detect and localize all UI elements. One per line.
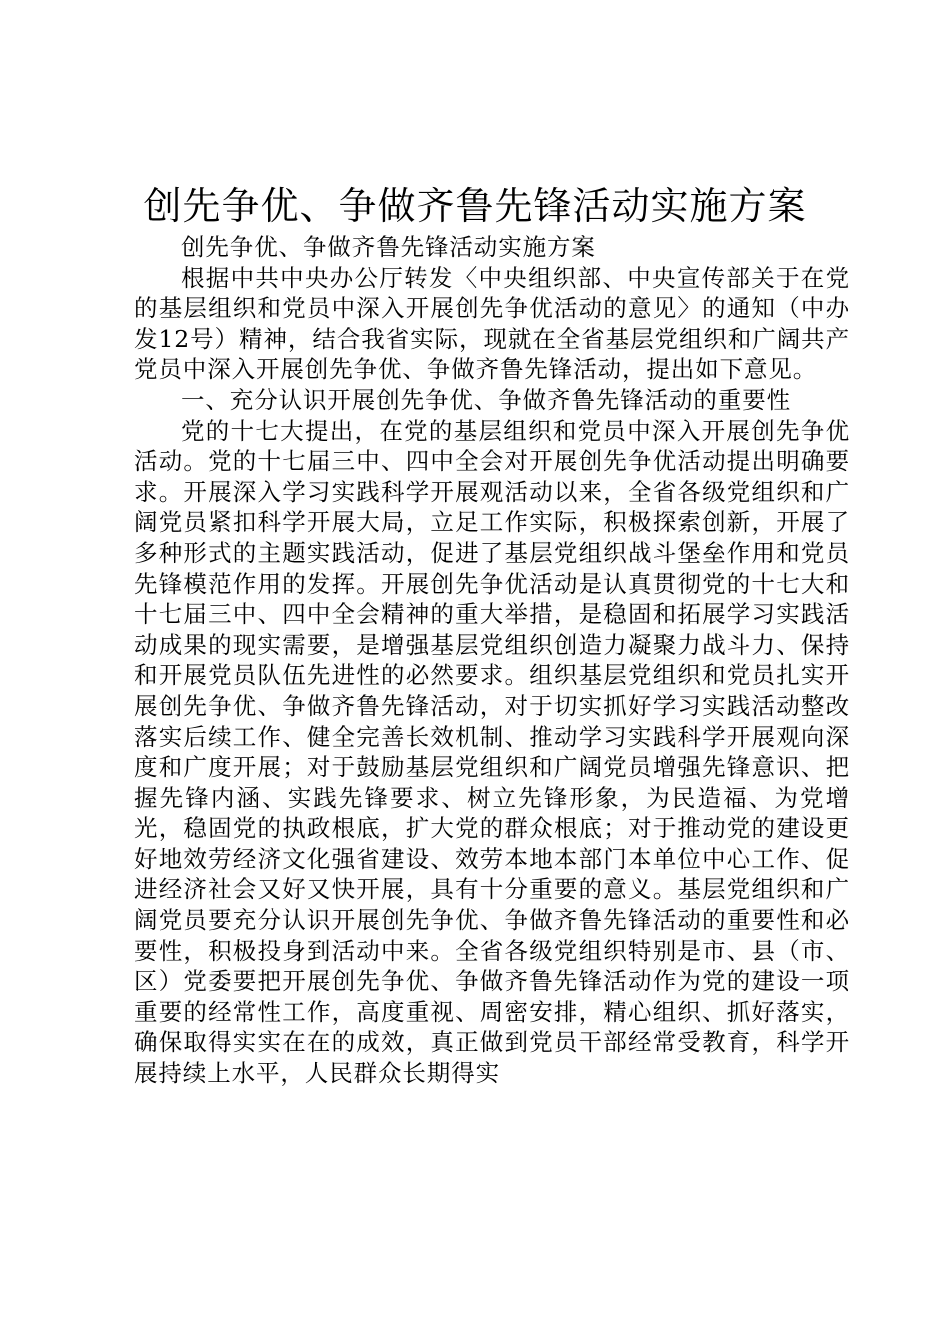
document-body <box>134 232 850 1089</box>
intro-paragraph: 根据中共中央办公厅转发〈中央组织部、中央宣传部关于在党的基层组织和党员中深入开展创先争优活动的意见〉的通知（中办发12号）精神，结合我省实际，现就在全省基层党组织和广阔共产党员中深入开展创先争优、争做齐鲁先锋活动，提出如下意见。 <box>134 263 850 384</box>
section-one-body-paragraph: 党的十七大提出，在党的基层组织和党员中深入开展创先争优活动。党的十七届三中、四中全会对开展创先争优活动提出明确要求。开展深入学习实践科学开展观活动以来，全省各级党组织和广阔党员紧扣科学开展大局，立足工作实际，积极探索创新，开展了多种形式的主题实践活动，促进了基层党组织战斗堡垒作用和党员先锋模范作用的发挥。开展创先争优活动是认真贯彻党的十七大和十七届三中、四中全会精神的重大举措，是稳固和拓展学习实践活动成果的现实需要，是增强基层党组织创造力凝聚力战斗力、保持和开展党员队伍先进性的必然要求。组织基层党组织和党员扎实开展创先争优、争做齐鲁先锋活动，对于切实抓好学习实践活动整改落实后续工作、健全完善长效机制、推动学习实践科学开展观向深度和广度开展；对于鼓励基层党组织和广阔党员增强先锋意识、把握先锋内涵、实践先锋要求、树立先锋形象，为民造福、为党增光，稳固党的执政根底，扩大党的群众根底；对于推动党的建设更好地效劳经济文化强省建设、效劳本地本部门本单位中心工作、促进经济社会又好又快开展，具有十分重要的意义。基层党组织和广阔党员要充分认识开展创先争优、争做齐鲁先锋活动的重要性和必要性，积极投身到活动中来。全省各级党组织特别是市、县（市、区）党委要把开展创先争优、争做齐鲁先锋活动作为党的建设一项重要的经常性工作，高度重视、周密安排，精心组织、抓好落实，确保取得实实在在的成效，真正做到党员干部经常受教育，科学开展持续上水平，人民群众长期得实 <box>134 416 850 1088</box>
section-one-heading: 一、充分认识开展创先争优、争做齐鲁先锋活动的重要性 <box>181 385 791 414</box>
document-title: 创先争优、争做齐鲁先锋活动实施方案 <box>143 184 807 228</box>
subtitle-paragraph: 创先争优、争做齐鲁先锋活动实施方案 <box>181 233 596 261</box>
